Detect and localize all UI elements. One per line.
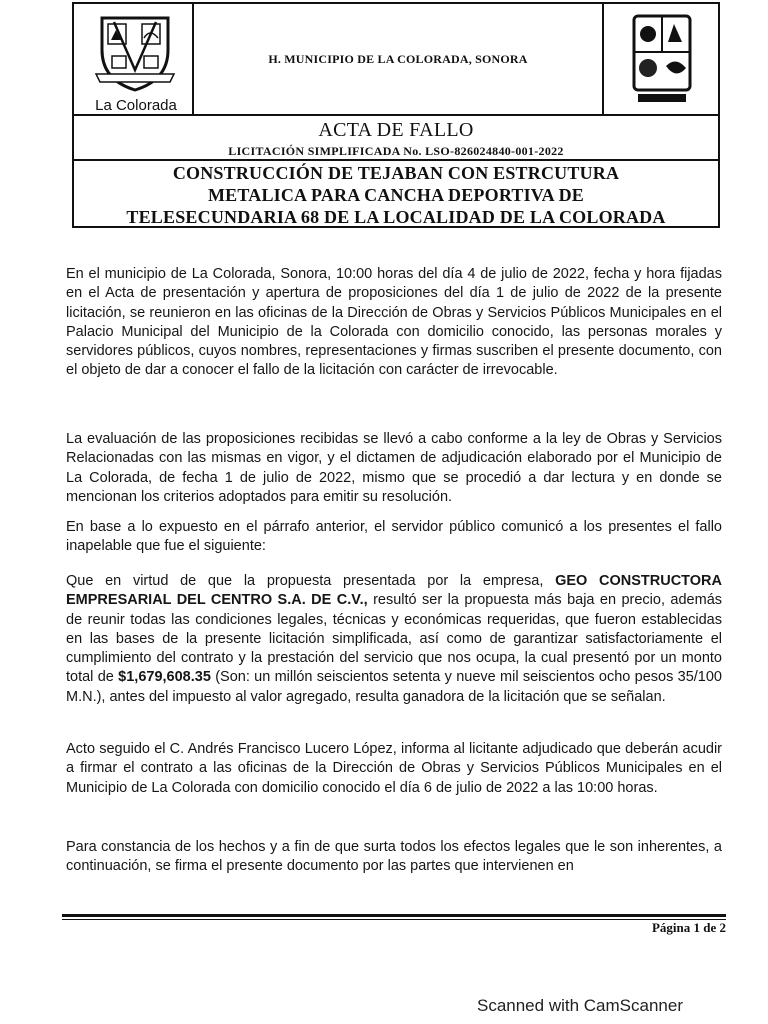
paragraph-contract: Acto seguido el C. Andrés Francisco Lucero López, informa al licitante adjudicado que deberán acudir a firmar el contrato a las oficinas de la Dirección de Obras y Servicios Públicos Municipales en el Municipio de La Colorada con domicilio conocido el día 6 de julio de 2022 a las 10:00 horas. [66,741,722,796]
project-title-line: CONSTRUCCIÓN DE TEJABAN CON ESTRCUTURA [172,163,620,183]
winner-company: GEO CONSTRUCTORA EMPRESARIAL DEL CENTRO S.A. DE C.V., [66,573,722,609]
coat-of-arms-icon [80,10,190,96]
header-box [72,2,720,228]
document-title: ACTA DE FALLO [318,119,474,141]
sonora-shield-icon [604,12,716,112]
footer-rule [62,914,726,917]
project-title [74,162,718,228]
municipio-name: H. MUNICIPIO DE LA COLORADA, SONORA [268,52,528,66]
winner-text-c: (Son: un millón seiscientos setenta y nueve mil seiscientos ocho pesos 35/100 M.N.), antes del impuesto al valor agregado, resulta ganadora de la licitación que se señalan. [66,669,722,705]
logo-left-label: La Colorada [95,97,177,114]
paragraph-fallo-intro: En base a lo expuesto en el párrafo anterior, el servidor público comunicó a los presentes el fallo inapelable que fue el siguiente: [66,519,722,555]
sonora-state-logo [604,12,716,112]
header-separator [74,159,718,161]
la-colorada-logo [80,10,190,114]
project-title-line: METALICA PARA CANCHA DEPORTIVA DE [207,185,584,205]
licitacion-number: LICITACIÓN SIMPLIFICADA No. LSO-826024840-001-2022 [228,144,564,158]
project-title-line: TELESECUNDARIA 68 DE LA LOCALIDAD DE LA COLORADA [126,207,666,227]
winner-text-a: Que en virtud de que la propuesta presentada por la empresa, [66,573,544,589]
paragraph-opening: En el municipio de La Colorada, Sonora, 10:00 horas del día 4 de julio de 2022, fecha y hora fijadas en el Acta de presentación y apertura de proposiciones del día 1 de julio de 2022 de la presente licitación, se reunieron en las oficinas de la Dirección de Obras y Servicios Públicos Municipales en el Palacio Municipal del Municipio de la Colorada con domicilio conocido, las personas morales y servidores públicos, cuyos nombres, representaciones y firmas suscriben el presente documento, con el objeto de dar a conocer el fallo de la licitación con carácter de irrevocable. [66,266,722,379]
paragraph-winner [66,572,722,707]
paragraph-evaluation: La evaluación de las proposiciones recibidas se llevó a cabo conforme a la ley de Obras y Servicios Relacionadas con las mismas en vigor, y el dictamen de adjudicación elaborado por el Municipio de La Colorada, de fecha 1 de julio de 2022, mismo que se procedió a dar lectura y en donde se mencionan los criterios adoptados para emitir su resolución. [66,431,722,505]
scanner-watermark: Scanned with CamScanner [476,996,683,1015]
page-number: Página 1 de 2 [651,920,726,935]
winner-amount: $1,679,608.35 [118,669,211,686]
header-top-row [74,4,718,116]
paragraph-closing: Para constancia de los hechos y a fin de que surta todos los efectos legales que le son inherentes, a continuación, se firma el presente documento por las partes que intervienen en [66,839,722,875]
winner-text-b: resultó ser la propuesta más baja en precio, además de reunir todas las condiciones legales, técnicas y económicas requeridas, que fueron establecidas en las bases de la presente licitación simplificada, así como de garantizar satisfactoriamente el cumplimiento del contrato y la prestación del servicio que nos ocupa, la cual presentó por un monto total de [66,592,723,686]
